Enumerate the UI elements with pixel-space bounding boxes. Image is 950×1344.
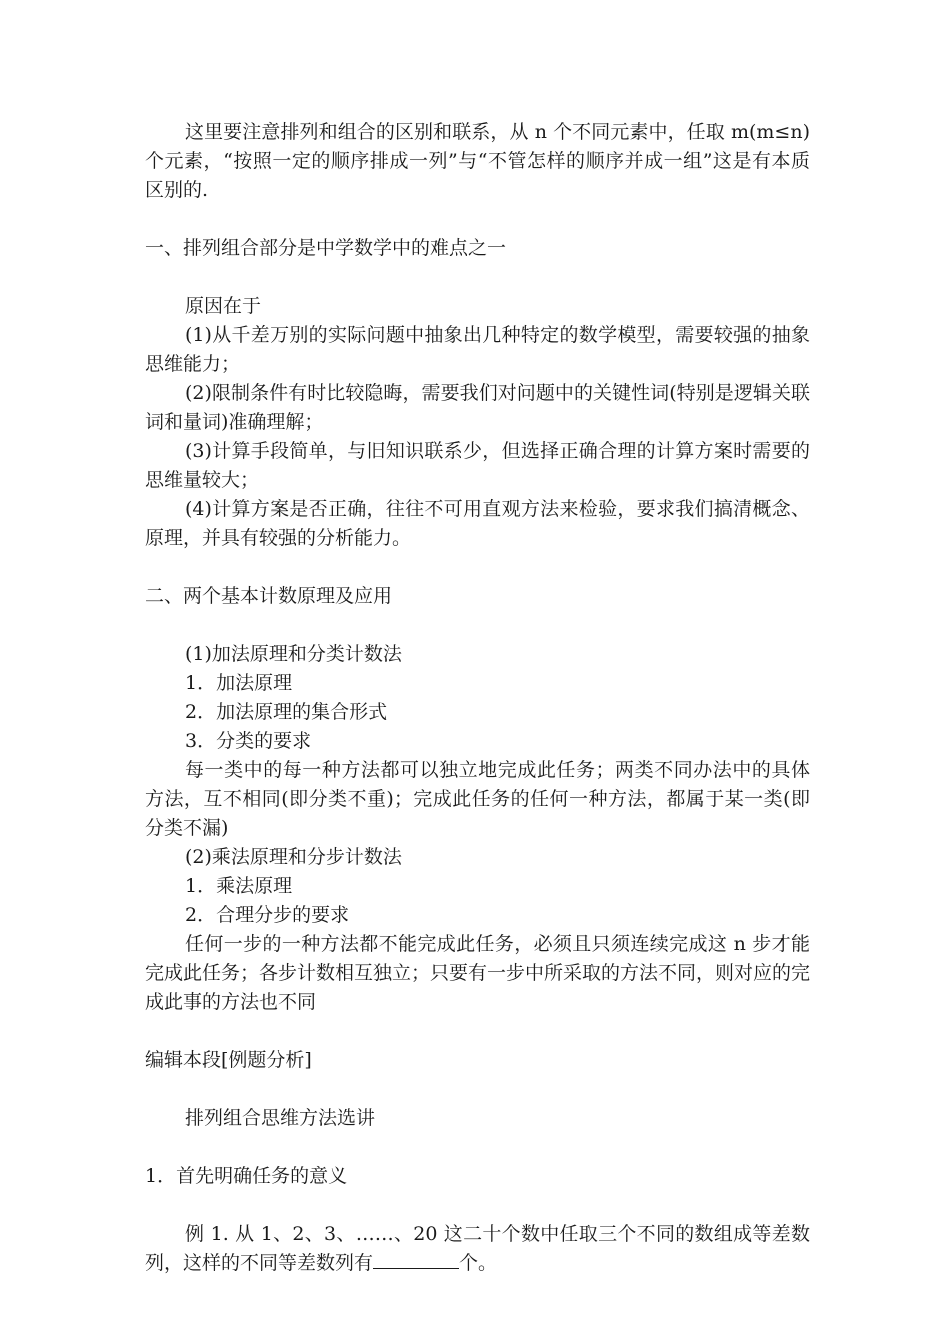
section-2-line-4: 3．分类的要求 [185, 730, 312, 752]
subtitle: 排列组合思维方法选讲 [185, 1107, 376, 1129]
point-1-heading: 1．首先明确任务的意义 [145, 1165, 348, 1187]
example-1-suffix: 个。 [459, 1252, 498, 1274]
edit-section-heading: 编辑本段[例题分析] [145, 1049, 312, 1071]
section-2-line-1: (1)加法原理和分类计数法 [185, 643, 402, 665]
answer-blank [373, 1250, 459, 1269]
section-2-line-3: 2．加法原理的集合形式 [185, 701, 388, 723]
section-2-heading: 二、两个基本计数原理及应用 [145, 585, 393, 607]
section-2-line-7: 1．乘法原理 [185, 875, 293, 897]
section-1-item-4: (4)计算方案是否正确，往往不可用直观方法来检验，要求我们搞清概念、原理，并具有较强的分析能力。 [145, 498, 810, 549]
intro-paragraph: 这里要注意排列和组合的区别和联系，从 n 个不同元素中，任取 m(m≤n)个元素，“按照一定的顺序排成一列”与“不管怎样的顺序并成一组”这是有本质区别的. [145, 121, 810, 201]
example-1 [145, 1220, 810, 1278]
section-2-line-9: 任何一步的一种方法都不能完成此任务，必须且只须连续完成这 n 步才能完成此任务；各步计数相互独立；只要有一步中所采取的方法不同，则对应的完成此事的方法也不同 [145, 933, 811, 1013]
section-2-line-6: (2)乘法原理和分步计数法 [185, 846, 402, 868]
section-1-heading: 一、排列组合部分是中学数学中的难点之一 [145, 237, 507, 259]
section-1-item-2: (2)限制条件有时比较隐晦，需要我们对问题中的关键性词(特别是逻辑关联词和量词)准确理解； [145, 382, 810, 433]
example-1-text: 例 1. 从 1、2、3、……、20 这二十个数中任取三个不同的数组成等差数列，这样的不同等差数列有 [145, 1223, 810, 1274]
section-2-line-2: 1．加法原理 [185, 672, 293, 694]
document-page [145, 118, 810, 1278]
section-1-lead: 原因在于 [185, 295, 262, 317]
section-2-line-5: 每一类中的每一种方法都可以独立地完成此任务；两类不同办法中的具体方法，互不相同(即分类不重)；完成此任务的任何一种方法，都属于某一类(即分类不漏) [145, 759, 810, 839]
section-1-item-1: (1)从千差万别的实际问题中抽象出几种特定的数学模型，需要较强的抽象思维能力； [145, 324, 810, 375]
section-2-line-8: 2．合理分步的要求 [185, 904, 350, 926]
section-1-item-3: (3)计算手段简单，与旧知识联系少，但选择正确合理的计算方案时需要的思维量较大； [145, 440, 810, 491]
